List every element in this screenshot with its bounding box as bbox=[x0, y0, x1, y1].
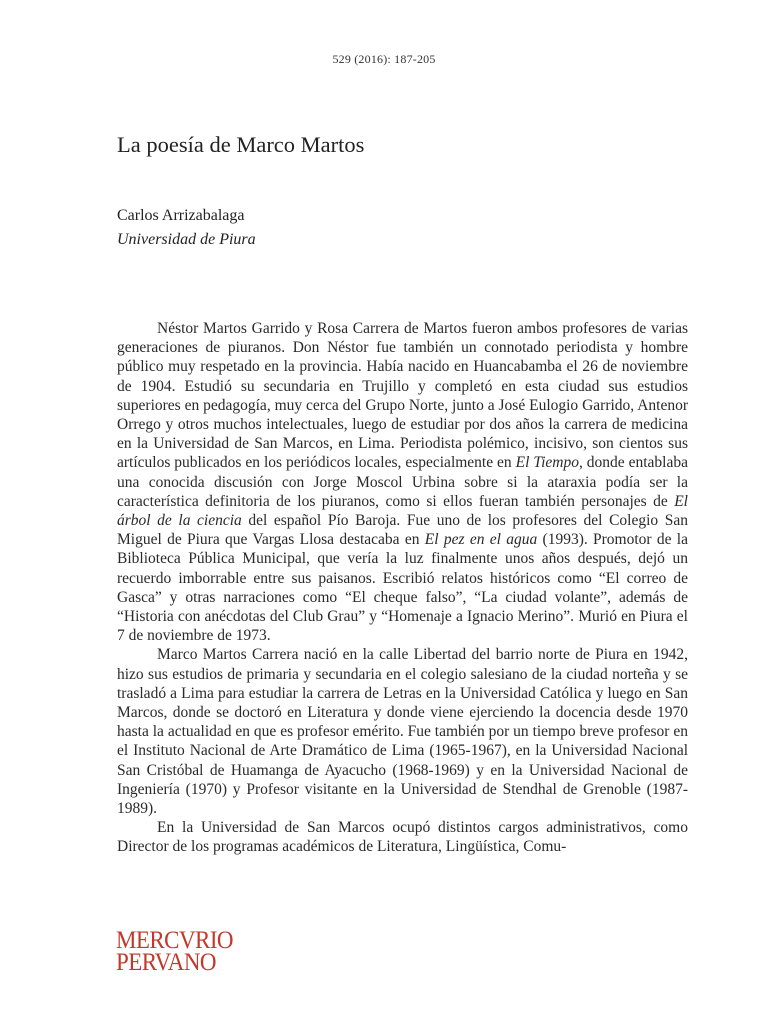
article-body bbox=[117, 319, 688, 857]
logo-line-1: MERCVRIO bbox=[116, 927, 233, 954]
paragraph-1-text-a: Néstor Martos Garrido y Rosa Carrera de Martos fueron ambos profesores de varias generaciones de piuranos. Don Néstor fue también un connotado periodista y hombre público muy respetado en la provincia. Había nacido en Huancabamba el 26 de noviembre de 1904. Estudió su secundaria en Trujillo y completó en esta ciudad sus estudios superiores en pedagogía, muy cerca del Grupo Norte, junto a José Eulogio Garrido, Antenor Orrego y otros muchos intelectuales, luego de estudiar por dos años la carrera de medicina en la Universidad de San Marcos, en Lima. Periodista polémico, incisivo, son cientos sus artículos publicados en los periódicos locales, especialmente en bbox=[117, 320, 688, 472]
paragraph-2: Marco Martos Carrera nació en la calle Libertad del barrio norte de Piura en 1942, hizo sus estudios de primaria y secundaria en el colegio salesiano de la ciudad norteña y se trasladó a Lima para estudiar la carrera de Letras en la Universidad Católica y luego en San Marcos, donde se doctoró en Literatura y donde viene ejerciendo la docencia desde 1970 hasta la actualidad en que es profesor emérito. Fue también por un tiempo breve profesor en el Instituto Nacional de Arte Dramático de Lima (1965-1967), en la Universidad Nacional San Cristóbal de Huamanga de Ayacucho (1968-1969) y en la Universidad Nacional de Ingeniería (1970) y Profesor visitante en la Universidad de Stendhal de Grenoble (1987-1989). bbox=[117, 646, 688, 818]
paragraph-1-italic-pez: El pez en el agua bbox=[424, 531, 538, 549]
paragraph-1-text-d: (1993). Promotor de la Biblioteca Pública Municipal, que vería la luz finalmente unos años después, dejó un recuerdo imborrable entre sus paisanos. Escribió relatos históricos como “El correo de Gasca” y otras narraciones como “El cheque falso”, “La ciudad volante”, además de “Historia con anécdotas del Club Grau” y “Homenaje a Ignacio Merino”. Murió en Piura el 7 de noviembre de 1973. bbox=[117, 531, 688, 645]
logo-line-2: PERVANO bbox=[116, 949, 216, 976]
author-affiliation: Universidad de Piura bbox=[117, 231, 256, 248]
journal-logo bbox=[116, 927, 243, 976]
paragraph-1-text-b: , donde entablaba una conocida discusión con Jorge Moscol Urbina sobre si la ataraxia podía ser la característica definitoria de los piuranos, como si ellos fueran también personajes de bbox=[117, 454, 688, 510]
paragraph-1-italic-arbol: El árbol de la ciencia bbox=[117, 492, 688, 530]
paragraph-3: En la Universidad de San Marcos ocupó distintos cargos administrativos, como Director de los programas académicos de Literatura, Lingüística, Comu- bbox=[117, 819, 688, 856]
paragraph-1 bbox=[117, 319, 688, 645]
author-name: Carlos Arrizabalaga bbox=[117, 207, 245, 224]
paragraph-1-text-c: del español Pío Baroja. Fue uno de los profesores del Colegio San Miguel de Piura que Vargas Llosa destacaba en bbox=[117, 512, 688, 549]
page-number: 529 (2016): 187-205 bbox=[332, 52, 436, 66]
paragraph-1-italic-el-tiempo: El Tiempo bbox=[515, 454, 579, 472]
article-title: La poesía de Marco Martos bbox=[117, 132, 365, 157]
